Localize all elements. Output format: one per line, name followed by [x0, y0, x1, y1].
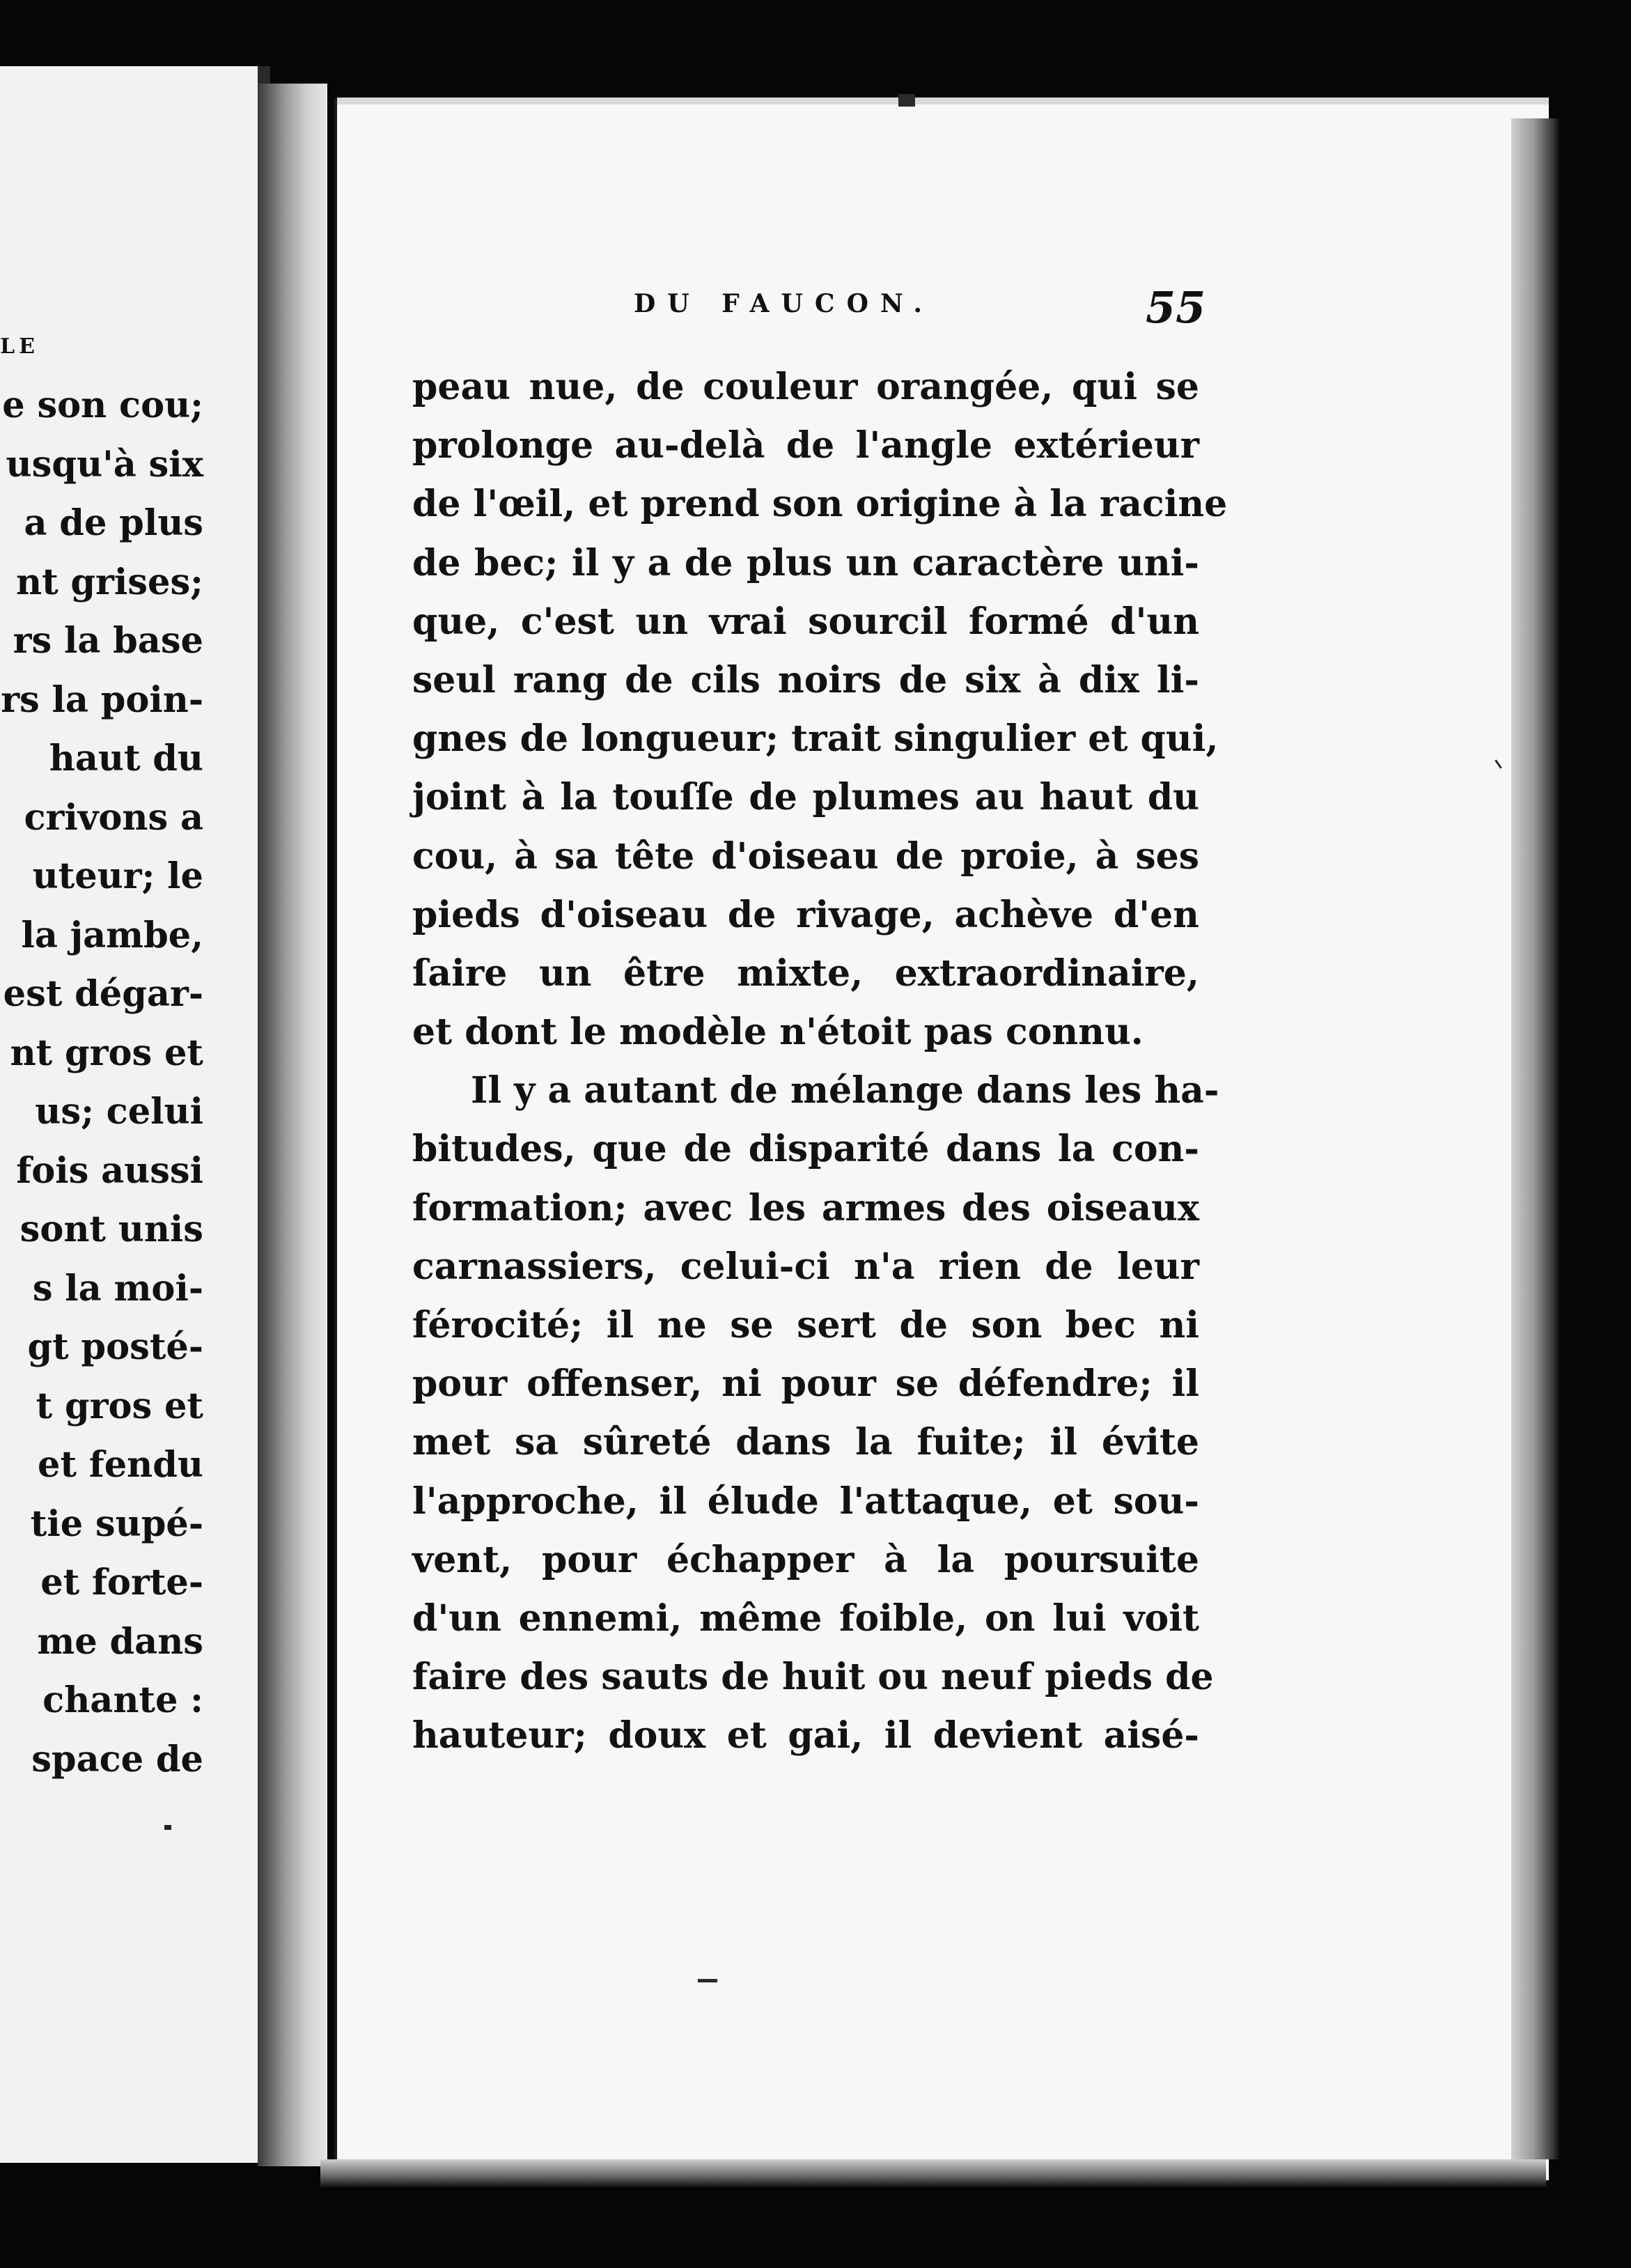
text-line: joint à la touſſe de plumes au haut du — [412, 776, 1199, 819]
left-text-line: sont unis — [19, 1209, 203, 1250]
text-line: Il y a autant de mélange dans les ha- — [471, 1069, 1219, 1112]
text-line: bitudes, que de disparité dans la con- — [412, 1128, 1199, 1171]
page-edge-bottom — [320, 2159, 1546, 2187]
left-text-line: space de — [31, 1738, 203, 1780]
left-running-head: LE — [0, 334, 39, 359]
text-line: de l'œil, et prend son origine à la racine — [412, 483, 1228, 526]
text-line: pieds d'oiseau de rivage, achève d'en — [412, 893, 1199, 936]
ink-dash — [698, 1979, 717, 1982]
text-line: d'un ennemi, même foible, on lui voit — [412, 1597, 1199, 1640]
left-text-line: crivons a — [24, 796, 203, 839]
left-text-line: rs la base — [13, 620, 203, 662]
text-line: seul rang de cils noirs de six à dix li- — [412, 658, 1199, 701]
text-line: et dont le modèle n'étoit pas connu. — [412, 1011, 1144, 1054]
left-text-block — [0, 376, 203, 1789]
left-text-line: us; celui — [35, 1091, 203, 1133]
left-text-line: est dégar- — [3, 973, 203, 1015]
text-line: cou, à sa tête d'oiseau de proie, à ses — [412, 834, 1199, 878]
text-line: hauteur; doux et gai, il devient aisé- — [412, 1714, 1199, 1757]
page-number: 55 — [1146, 282, 1206, 333]
left-text-line: nt gros et — [10, 1032, 203, 1074]
text-line: ſaire un être mixte, extraordinaire, — [412, 952, 1199, 995]
text-line: vent, pour échapper à la poursuite — [412, 1538, 1199, 1581]
book-gutter — [258, 84, 327, 2166]
left-text-line: chante : — [42, 1679, 203, 1721]
left-text-line: tie supé- — [30, 1502, 203, 1545]
left-text-line: haut du — [49, 738, 203, 779]
left-text-line: la jambe, — [21, 914, 203, 956]
left-text-line: fois aussi — [16, 1149, 203, 1192]
left-text-line: nt grises; — [16, 561, 203, 603]
left-text-line: t gros et — [36, 1385, 203, 1427]
ink-speck — [898, 94, 915, 107]
text-line: pour offenser, ni pour se défendre; il — [412, 1362, 1199, 1406]
left-text-line: me dans — [37, 1620, 203, 1663]
left-text-line: usqu'à six — [6, 443, 203, 486]
text-line: met sa sûreté dans la fuite; il évite — [412, 1421, 1199, 1464]
left-text-line: a de plus — [24, 502, 203, 544]
left-text-line: gt posté- — [27, 1326, 203, 1368]
left-text-line: rs la poin- — [1, 678, 203, 721]
left-text-line: uteur; le — [32, 855, 203, 897]
ink-speck — [164, 1825, 171, 1830]
left-text-line: s la moi- — [32, 1267, 203, 1310]
text-line: que, c'est un vrai sourcil formé d'un — [412, 600, 1199, 643]
text-line: gnes de longueur; trait singulier et qui, — [412, 717, 1219, 761]
text-line: formation; avec les armes des oiseaux — [412, 1186, 1199, 1229]
body-text — [412, 358, 1228, 1766]
text-line: faire des sauts de huit ou neuf pieds de — [412, 1656, 1214, 1699]
text-line: l'approche, il élude l'attaque, et sou- — [412, 1479, 1199, 1523]
left-text-line: e son cou; — [2, 385, 203, 426]
text-line: prolonge au-delà de l'angle extérieur — [412, 424, 1199, 467]
left-text-line: et forte- — [40, 1562, 203, 1603]
left-page — [0, 66, 270, 2163]
running-head: DU FAUCON. — [634, 289, 935, 318]
page-edge-right — [1511, 118, 1560, 2159]
text-line: férocité; il ne se sert de son bec ni — [412, 1304, 1199, 1346]
text-line: de bec; il y a de plus un caractère uni- — [412, 541, 1199, 584]
left-text-line: et fendu — [38, 1444, 203, 1486]
text-line: peau nue, de couleur orangée, qui se — [412, 366, 1199, 408]
text-line: carnassiers, celui-ci n'a rien de leur — [412, 1245, 1199, 1288]
